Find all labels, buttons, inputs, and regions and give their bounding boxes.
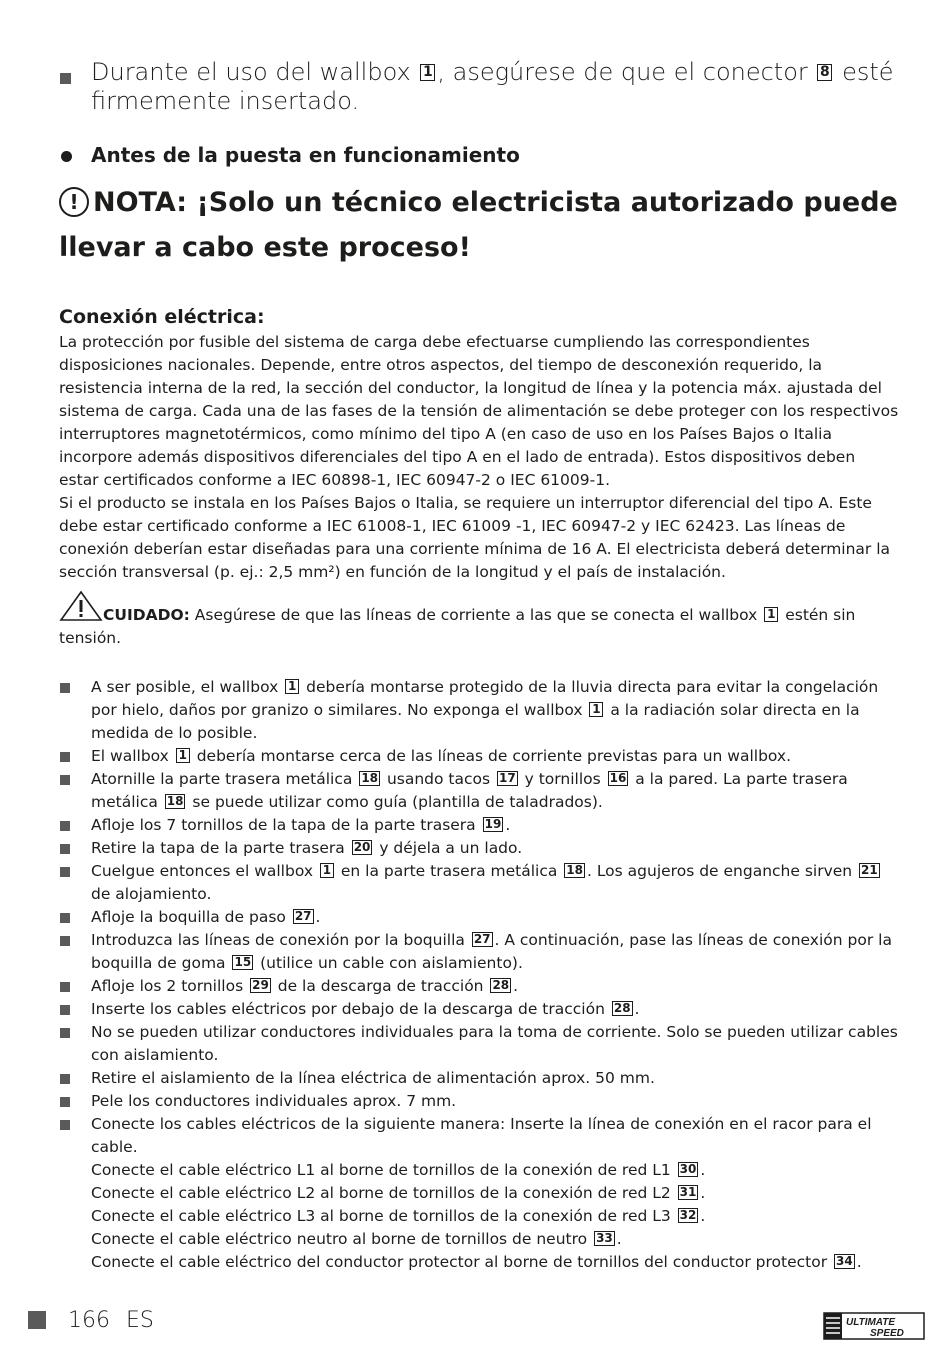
list-item-text: Conecte el cable eléctrico L2 al borne de tornillos de la conexión de red L2 (91, 1184, 676, 1202)
list-sub-item (59, 1205, 899, 1228)
square-bullet-icon (60, 1074, 70, 1084)
list-item-text: . (700, 1207, 706, 1225)
part-reference: 8 (817, 64, 832, 81)
list-item-text: Conecte el cable eléctrico neutro al borne de tornillos de neutro (91, 1230, 593, 1248)
list-item (59, 998, 899, 1021)
list-item-text: Cuelgue entonces el wallbox (91, 862, 318, 880)
part-reference: 27 (473, 932, 491, 946)
list-item-text: Conecte los cables eléctricos de la siguiente manera: Inserte la línea de conexión en el racor para el cable. (91, 1115, 872, 1156)
conexion-heading: Conexión eléctrica: (59, 306, 265, 328)
part-reference: 29 (252, 978, 269, 992)
list-item-text: y tornillos (519, 770, 606, 788)
square-bullet-icon (60, 1028, 70, 1038)
part-reference: 18 (166, 794, 184, 808)
square-bullet-icon (60, 775, 70, 785)
part-reference: 33 (596, 1231, 613, 1245)
list-item (59, 1021, 899, 1067)
list-item-text: en la parte trasera metálica (335, 862, 563, 880)
list-item (59, 906, 899, 929)
list-item (59, 745, 899, 768)
part-reference: 28 (613, 1001, 631, 1015)
list-item-text: se puede utilizar como guía (plantilla de taladrados). (187, 793, 603, 811)
svg-text:SPEED: SPEED (870, 1328, 904, 1339)
manual-page: Durante el uso del wallbox 1 , asegúrese de que el conector 8 esté firmemente insertado. Antes de la puesta en funcionamiento ! NOTA: ¡Solo un técnico electricista autorizado puede llevar a cabo este proceso! Conexión eléctrica: La protección por fusible del sistema de carga debe efectuarse cumpliendo las correspondientes disposiciones nacionales. Depende, entre otros aspectos, del tiempo de desconexión requerido, la resistencia interna de la red, la sección del conductor, la longitud de línea y la potencia máx. ajustada del sistema de carga. Cada una de las fases de la tensión de alimentación se debe proteger con los respectivos interruptores magnetotérmicos, como mínimo del tipo A (en caso de uso en los Países Bajos o Italia incorpore además dispositivos diferenciales del tipo A en el lado de entrada). Estos dispositivos deben estar certificados conforme a IEC 60898-1, IEC 60947-2 o IEC 61009-1. Si el producto se instala en los Países Bajos o Italia, se requiere un interruptor diferencial del tipo A. Este debe estar certificado conforme a IEC 61008-1, IEC 61009 -1, IEC 60947-2 y IEC 62423. Las líneas de conexión deberían estar diseñadas para una corriente mínima de 16 A. El electricista deberá determinar la sección transversal (p. ej.: 2,5 mm²) en función de la longitud y el país de instalación. CUIDADO: Asegúrese de que las líneas de corriente a las que se conecta el wallbox 1 estén sin tensión. A ser posible, el wallbox 1 debería montarse protegido de la lluvia directa para evitar la congelación por hielo, daños por granizo o similares. No exponga el wallbox 1 a la radiación solar directa en la medida de lo posible. El wallbox 1 debería montarse cerca de las líneas de corriente previstas para un wallbox. Atornille la parte trasera metálica 18 usando tacos 17 y tornillos 16 a la pared. La parte trasera metálica 18 se puede utilizar como guía (plantilla de taladrados). Afloje los 7 tornillos de la tapa de la parte trasera 19 . Retire la tapa de la parte trasera 20 y déjela a un lado. Cuelgue entonces el wallbox 1 en la parte trasera metálica 18 . Los agujeros de enganche sirven 21 de alojamiento. Afloje la boquilla de paso 27 . Introduzca las líneas de conexión por la boquilla 27 . A continuación, pase las líneas de conexión por la boquilla de goma 15 (utilice un cable con aislamiento). Afloje los 2 tornillos 29 de la descarga de tracción 28 . Inserte los cables eléctricos por debajo de la descarga de tracción 28 . No se pueden utilizar conductores individuales para la toma de corriente. Solo se pueden utilizar cables con aislamiento. Retire el aislamiento de la línea eléctrica de alimentación aprox. 50 mm. Pele los conductores individuales aprox. 7 mm. Conecte los cables eléctricos de la siguiente manera: Inserte la línea de conexión en el racor para el cable. Conecte el cable eléctrico L1 al borne de tornillos de la conexión de red L1 30 . Conecte el cable eléctrico L2 al borne de tornillos de la conexión de red L2 31 . Conecte el cable eléctrico L3 al borne de tornillos de la conexión de red L3 32 . Conecte el cable eléctrico neutro al borne de tornillos de neutro 33 . Conecte el cable eléctrico del conductor protector al borne de tornillos del conductor protector 34 . 166 ES ULTIMATE SPEED (0, 0, 950, 1349)
nota-text: NOTA: ¡Solo un técnico electricista autorizado puede llevar a cabo este proceso! (59, 187, 898, 263)
list-item-text: usando tacos (382, 770, 495, 788)
list-item-text: (utilice un cable con aislamiento). (255, 954, 523, 972)
cuidado-warning: CUIDADO: Asegúrese de que las líneas de corriente a las que se conecta el wallbox 1 estén sin tensión. (59, 590, 899, 650)
list-item-text: Conecte el cable eléctrico del conductor protector al borne de tornillos del conductor protector (91, 1253, 833, 1271)
cuidado-label: CUIDADO: (103, 606, 190, 624)
svg-text:ULTIMATE: ULTIMATE (846, 1317, 896, 1328)
list-item-text: . (700, 1161, 706, 1179)
footer-square-icon (28, 1311, 46, 1329)
list-item (59, 860, 899, 906)
list-item-text: debería montarse cerca de las líneas de corriente previstas para un wallbox. (191, 747, 792, 765)
square-bullet-icon (60, 936, 70, 946)
list-item-text: de la descarga de tracción (272, 977, 489, 995)
part-reference: 16 (609, 771, 627, 785)
list-item-text: . (634, 1000, 640, 1018)
footer (68, 1308, 170, 1333)
list-item-text: Retire el aislamiento de la línea eléctrica de alimentación aprox. 50 mm. (91, 1069, 655, 1087)
list-item-text: debería montarse protegido de la lluvia directa para evitar la congelación por hielo, daños por granizo o similares. No exponga el wallbox (91, 678, 879, 719)
list-item-text: . (315, 908, 321, 926)
list-item (59, 1067, 899, 1090)
part-reference: 1 (420, 64, 435, 81)
list-item-text: de alojamiento. (91, 885, 212, 903)
list-item-text: Afloje la boquilla de paso (91, 908, 291, 926)
list-item-text: Afloje los 7 tornillos de la tapa de la parte trasera (91, 816, 481, 834)
list-item (59, 814, 899, 837)
list-item-text: . (505, 816, 511, 834)
list-item-text: . (616, 1230, 622, 1248)
list-item (59, 837, 899, 860)
square-bullet-icon (60, 844, 70, 854)
part-reference: 1 (176, 748, 190, 763)
list-item-text: . (513, 977, 519, 995)
list-item-text: a la radiación solar directa en la medida de lo posible. (91, 701, 860, 742)
part-reference: 18 (566, 863, 583, 877)
exclamation-circle-icon: ! (59, 187, 89, 217)
list-item-text: y déjela a un lado. (374, 839, 523, 857)
list-sub-item (59, 1159, 899, 1182)
list-sub-item (59, 1251, 899, 1274)
part-reference: 19 (484, 817, 502, 831)
list-item-text: Conecte el cable eléctrico L1 al borne de tornillos de la conexión de red L1 (91, 1161, 676, 1179)
part-reference: 15 (234, 955, 252, 969)
square-bullet-icon (60, 1005, 70, 1015)
list-item-text: Inserte los cables eléctricos por debajo de la descarga de tracción (91, 1000, 610, 1018)
list-item (59, 929, 899, 975)
square-bullet-icon (60, 821, 70, 831)
square-bullet-icon (60, 1120, 70, 1130)
part-reference: 18 (361, 771, 379, 785)
square-bullet-icon (60, 73, 71, 84)
square-bullet-icon (60, 867, 70, 877)
ultimate-speed-logo (822, 1310, 926, 1342)
list-item-text: . A continuación, pase las líneas de conexión por la boquilla de goma (91, 931, 892, 972)
square-bullet-icon (60, 982, 70, 992)
part-reference: 27 (294, 909, 312, 923)
part-reference: 32 (679, 1208, 697, 1222)
conexion-paragraph: La protección por fusible del sistema de carga debe efectuarse cumpliendo las correspondientes disposiciones nacionales. Depende, entre otros aspectos, del tiempo de desconexión requerido, la resistencia interna de la red, la sección del conductor, la longitud de línea y la potencia máx. ajustada del sistema de carga. Cada una de las fases de la tensión de alimentación se debe proteger con los respectivos interruptores magnetotérmicos, como mínimo del tipo A (en caso de uso en los Países Bajos o Italia incorpore además dispositivos diferenciales del tipo A en el lado de entrada). Estos dispositivos deben estar certificados conforme a IEC 60898-1, IEC 60947-2 o IEC 61009-1. Si el producto se instala en los Países Bajos o Italia, se requiere un interruptor diferencial del tipo A. Este debe estar certificado conforme a IEC 61008-1, IEC 61009 -1, IEC 60947-2 y IEC 62423. Las líneas de conexión deberían estar diseñadas para una corriente mínima de 16 A. El electricista deberá determinar la sección transversal (p. ej.: 2,5 mm²) en función de la longitud y el país de instalación. (59, 333, 899, 581)
page-number: 166 (68, 1308, 110, 1333)
instruction-list (59, 676, 899, 1274)
list-item-text: . (856, 1253, 862, 1271)
list-item-text: A ser posible, el wallbox (91, 678, 284, 696)
part-reference: 34 (836, 1254, 853, 1268)
list-item-text: Conecte el cable eléctrico L3 al borne de tornillos de la conexión de red L3 (91, 1207, 676, 1225)
square-bullet-icon (60, 752, 70, 762)
list-item-text: El wallbox (91, 747, 174, 765)
list-item-text: Retire la tapa de la parte trasera (91, 839, 350, 857)
list-item-text: a la pared. La parte trasera metálica (91, 770, 848, 811)
list-item (59, 1113, 899, 1159)
list-sub-item (59, 1182, 899, 1205)
list-item-text: Atornille la parte trasera metálica (91, 770, 358, 788)
part-reference: 31 (679, 1185, 697, 1199)
part-reference: 30 (679, 1162, 697, 1176)
top-bullet-text: Durante el uso del wallbox 1 , asegúrese de que el conector 8 esté firmemente insertado. (91, 58, 894, 115)
list-item-text: . Los agujeros de enganche sirven (586, 862, 858, 880)
part-reference: 21 (861, 863, 878, 877)
list-item-text: Introduzca las líneas de conexión por la boquilla (91, 931, 470, 949)
part-reference: 1 (320, 863, 334, 878)
part-reference: 1 (589, 702, 603, 717)
part-reference: 20 (353, 840, 371, 854)
part-reference: 1 (285, 679, 299, 694)
language-code: ES (126, 1308, 154, 1333)
list-sub-item (59, 1228, 899, 1251)
list-item (59, 768, 899, 814)
list-item-text: No se pueden utilizar conductores individuales para la toma de corriente. Solo se pueden utilizar cables con aislamiento. (91, 1023, 898, 1064)
list-item (59, 1090, 899, 1113)
list-item (59, 975, 899, 998)
square-bullet-icon (60, 683, 70, 693)
list-item-text: Afloje los 2 tornillos (91, 977, 249, 995)
list-item-text: Pele los conductores individuales aprox. 7 mm. (91, 1092, 457, 1110)
part-reference: 28 (492, 978, 510, 992)
list-item-text: . (700, 1184, 706, 1202)
nota-warning (59, 180, 899, 270)
part-reference: 1 (764, 607, 778, 622)
warning-triangle-icon (59, 590, 103, 622)
square-bullet-icon (60, 913, 70, 923)
list-item (59, 676, 899, 745)
round-bullet-icon (61, 151, 72, 162)
part-reference: 17 (499, 771, 516, 785)
square-bullet-icon (60, 1097, 70, 1107)
